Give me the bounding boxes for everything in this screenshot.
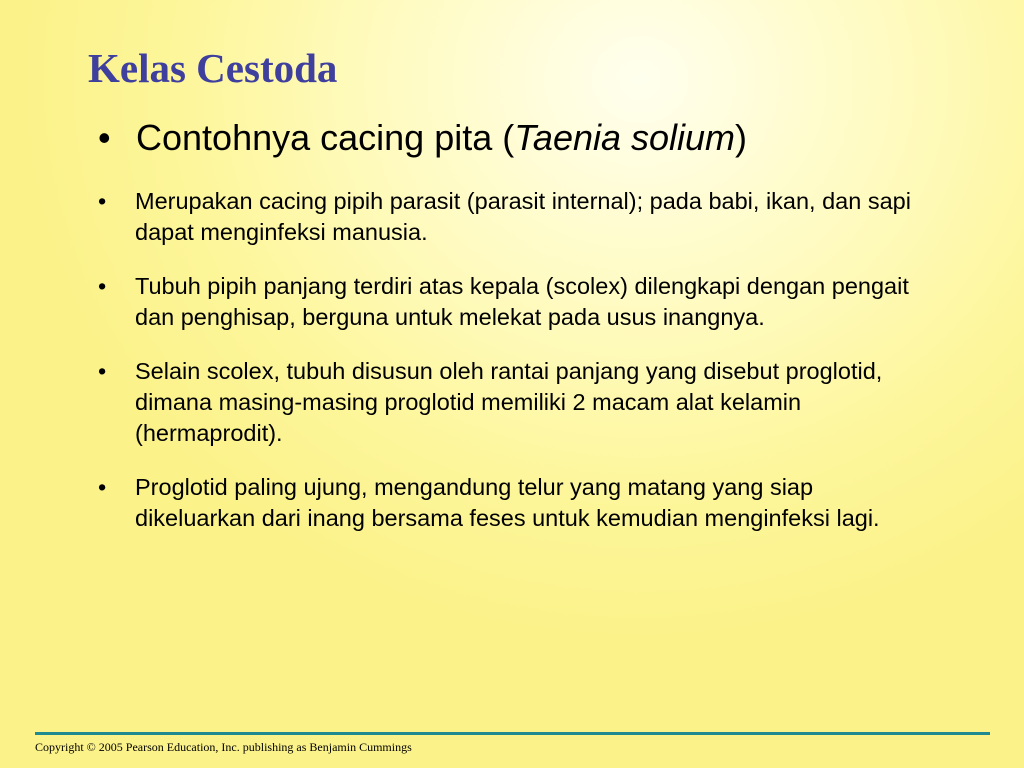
bullet-item <box>98 472 928 534</box>
bullet-text: Selain scolex, tubuh disusun oleh rantai panjang yang disebut proglotid, dimana masing-masing proglotid memiliki 2 macam alat kelamin (hermaprodit). <box>135 358 883 446</box>
bullet-glyph: • <box>98 117 111 158</box>
slide-title: Kelas Cestoda <box>88 45 338 91</box>
lead-text-species: Taenia solium <box>514 117 736 158</box>
lead-text <box>136 116 747 160</box>
bullet-glyph: • <box>98 188 107 214</box>
bullet-text: Merupakan cacing pipih parasit (parasit internal); pada babi, ikan, dan sapi dapat menginfeksi manusia. <box>135 188 911 245</box>
copyright-footer: Copyright © 2005 Pearson Education, Inc. publishing as Benjamin Cummings <box>35 740 412 754</box>
lead-text-before: Contohnya cacing pita ( <box>136 117 515 158</box>
bullet-glyph: • <box>98 474 107 500</box>
footer-divider <box>35 732 990 735</box>
bullet-item <box>98 186 928 248</box>
bullet-glyph: • <box>98 273 107 299</box>
bullet-text: Tubuh pipih panjang terdiri atas kepala (scolex) dilengkapi dengan pengait dan penghisap, berguna untuk melekat pada usus inangnya. <box>135 273 909 330</box>
bullet-glyph: • <box>98 358 107 384</box>
bullet-item <box>98 271 928 333</box>
lead-text-after: ) <box>735 117 748 158</box>
bullet-list <box>98 186 928 557</box>
bullet-item <box>98 356 928 449</box>
bullet-text: Proglotid paling ujung, mengandung telur yang matang yang siap dikeluarkan dari inang bersama feses untuk kemudian menginfeksi lagi. <box>135 474 880 531</box>
